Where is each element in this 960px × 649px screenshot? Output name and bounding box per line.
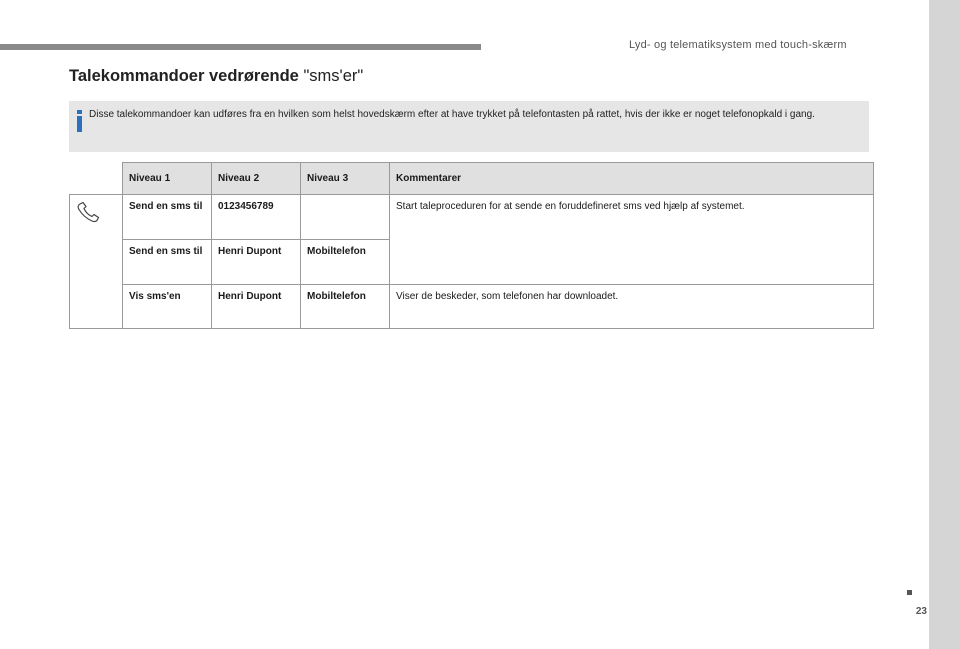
row-icon-cell: [70, 195, 123, 329]
running-header: Lyd- og telematiksystem med touch-skærm: [629, 39, 847, 51]
table-row: [70, 285, 874, 329]
cell-niveau1: Vis sms'en: [123, 285, 212, 329]
side-strip: [929, 0, 960, 649]
phone-handset-icon: [76, 201, 102, 223]
cell-niveau2: Henri Dupont: [212, 285, 301, 329]
cell-niveau1: Send en sms til: [123, 195, 212, 240]
table-header-niveau3: Niveau 3: [301, 163, 390, 195]
info-text: Disse talekommandoer kan udføres fra en hvilken som helst hovedskærm efter at have trykket på telefontasten på rattet, hvis der ikke er noget telefonopkald i gang.: [89, 109, 815, 120]
info-icon: [77, 110, 82, 132]
page-number: 23: [915, 606, 927, 617]
table-header-niveau2: Niveau 2: [212, 163, 301, 195]
cell-niveau2: Henri Dupont: [212, 240, 301, 285]
info-box: [69, 101, 869, 152]
table-header-row: [70, 163, 874, 195]
section-title: [69, 67, 363, 86]
page-marker: [907, 590, 912, 595]
cell-kommentar: Start taleproceduren for at sende en foruddefineret sms ved hjælp af systemet.: [390, 195, 874, 285]
cell-niveau1: Send en sms til: [123, 240, 212, 285]
cell-kommentar: Viser de beskeder, som telefonen har downloadet.: [390, 285, 874, 329]
table-header-kommentarer: Kommentarer: [390, 163, 874, 195]
cell-niveau3: Mobiltelefon: [301, 240, 390, 285]
header-rule: [0, 44, 481, 50]
voice-commands-table: [69, 162, 874, 329]
table-header-niveau1: Niveau 1: [123, 163, 212, 195]
cell-niveau3: Mobiltelefon: [301, 285, 390, 329]
cell-niveau3: [301, 195, 390, 240]
cell-niveau2: 0123456789: [212, 195, 301, 240]
table-header-blank: [70, 163, 123, 195]
section-title-quoted: "sms'er": [303, 67, 364, 85]
table-row: [70, 195, 874, 240]
section-title-text: Talekommandoer vedrørende: [69, 67, 304, 85]
